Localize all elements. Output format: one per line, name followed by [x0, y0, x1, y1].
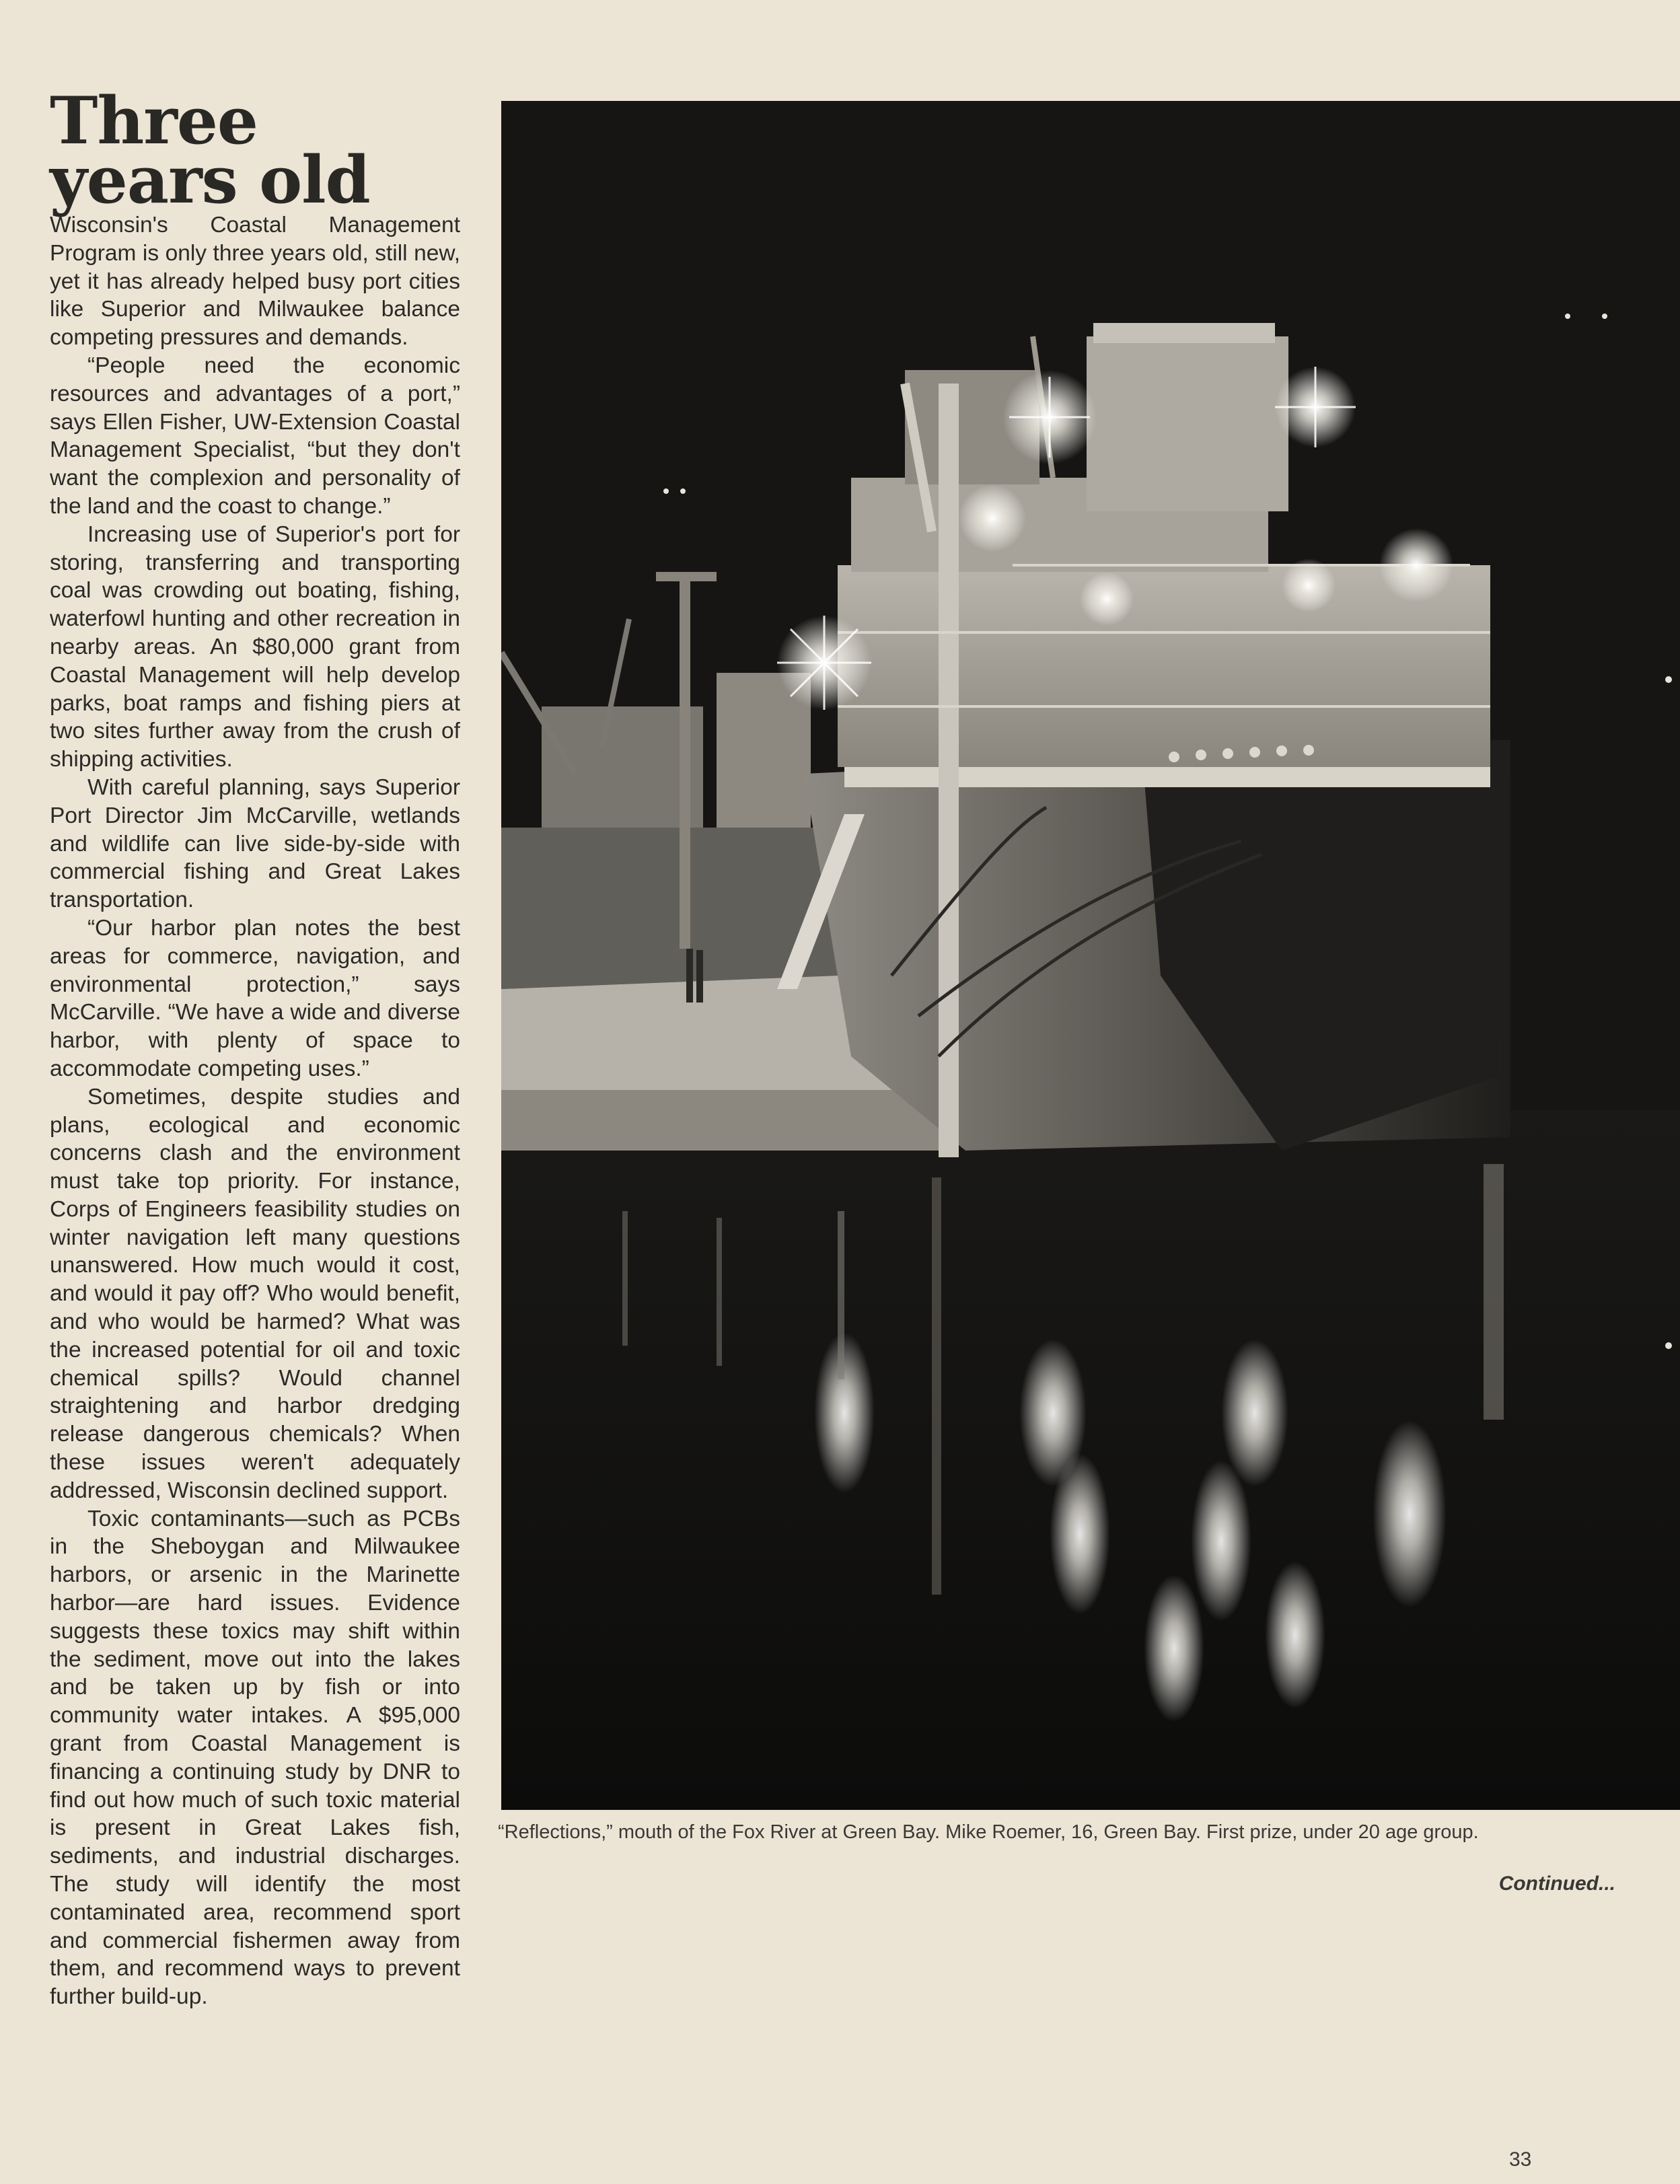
- article-body: [50, 211, 460, 2011]
- ship-funnel: [1087, 336, 1288, 511]
- article-paragraph-2: “People need the economic resources and advantages of a port,” says Ellen Fisher, UW-Extension Coastal Management Specialist, “but they don't want the complexion and personality of the land and the coast to change.”: [50, 353, 460, 519]
- ship-night-photo: [501, 101, 1680, 1810]
- article-paragraph-6: Sometimes, despite studies and plans, ecological and economic concerns clash and the environment must take top priority. For instance, Corps of Engineers feasibility studies on winter navigation left many questions unanswered. How much would it cost, and would it pay off? Who would benefit, and who would be harmed? What was the increased potential for oil and toxic chemical spills? Would channel straightening and harbor dredging release dangerous chemicals? When these issues weren't adequately addressed, Wisconsin declined support.: [50, 1084, 460, 1503]
- article-paragraph-3: Increasing use of Superior's port for storing, transferring and transporting coal was crowding out boating, fishing, waterfowl hunting and other recreation in nearby areas. An $80,000 grant from Coastal Management will help develop parks, boat ramps and fishing piers at two sites further away from the crush of shipping activities.: [50, 521, 460, 772]
- continued-label: Continued...: [1498, 1872, 1615, 1895]
- page-number: 33: [1509, 2148, 1532, 2171]
- article-paragraph-4: With careful planning, says Superior Port Director Jim McCarville, wetlands and wildlife can live side-by-side with commercial fishing and Great Lakes transportation.: [50, 774, 460, 913]
- article-paragraph-7: Toxic contaminants—such as PCBs in the Sheboygan and Milwaukee harbors, or arsenic in the Marinette harbor—are hard issues. Evidence suggests these toxics may shift within the sediment, move out into the lakes and be taken up by fish or into community water intakes. A $95,000 grant from Coastal Management is financing a continuing study by DNR to find out how much of such toxic material is present in Great Lakes fish, sediments, and industrial discharges. The study will identify the most contaminated area, recommend sport and commercial fishermen away from them, and recommend ways to prevent further build-up.: [50, 1506, 460, 2010]
- photo-caption: “Reflections,” mouth of the Fox River at Green Bay. Mike Roemer, 16, Green Bay. First prize, under 20 age group.: [498, 1821, 1479, 1843]
- article-paragraph-1: Wisconsin's Coastal Management Program is only three years old, still new, yet it has already helped busy port cities like Superior and Milwaukee balance competing pressures and demands.: [50, 213, 460, 351]
- article-title-line-1: Three: [50, 83, 258, 159]
- article-title-line-2: years old: [50, 142, 370, 218]
- article-paragraph-5: “Our harbor plan notes the best areas for commerce, navigation, and environmental protection,” says McCarville. “We have a wide and diverse harbor, with plenty of space to accommodate competing uses.”: [50, 915, 460, 1081]
- article-title: [50, 83, 467, 218]
- ship-illustration: [501, 101, 1680, 1810]
- ship-superstructure: [838, 565, 1490, 767]
